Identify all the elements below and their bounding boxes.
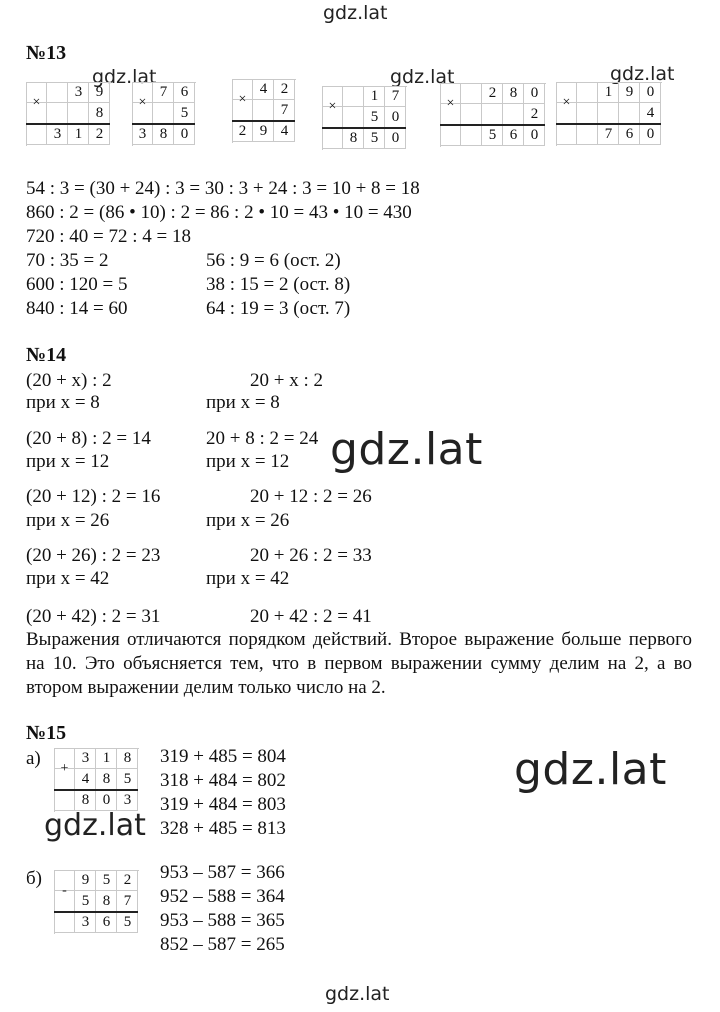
task-15-b-line-1: 953 – 587 = 366 xyxy=(160,862,285,883)
multiplication-grid-6-digit: 0 xyxy=(646,84,655,100)
task-14-calc-3-left: (20 + 26) : 2 = 23 xyxy=(26,545,161,566)
task-15-b-label: б) xyxy=(26,868,42,889)
multiplication-grid-6-digit: 1 xyxy=(604,84,613,100)
task-13-pair-2-right: 38 : 15 = 2 (ост. 8) xyxy=(206,274,351,295)
multiplication-grid-1-rule xyxy=(26,123,110,125)
task-13-pair-2-left: 600 : 120 = 5 xyxy=(26,274,128,295)
multiplication-grid-4-digit: 5 xyxy=(370,130,379,146)
multiplication-grid-5-operator: × xyxy=(446,96,455,111)
addition-grid-digit: 8 xyxy=(102,771,111,787)
multiplication-grid-4-digit: 0 xyxy=(391,130,400,146)
multiplication-grid-5-digit: 0 xyxy=(530,127,539,143)
task-14-calc-1-right: 20 + 8 : 2 = 24 xyxy=(206,428,319,449)
multiplication-grid-1-digit: 3 xyxy=(53,126,62,142)
addition-grid-digit: 8 xyxy=(81,792,90,808)
subtraction-grid-digit: 3 xyxy=(81,914,90,930)
multiplication-grid-5-digit: 2 xyxy=(488,85,497,101)
addition-grid-cell xyxy=(54,790,75,811)
subtraction-grid-digit: 8 xyxy=(102,893,111,909)
multiplication-grid-5-digit: 6 xyxy=(509,127,518,143)
multiplication-grid-6-digit: 0 xyxy=(646,126,655,142)
task-13-pair-3-right: 64 : 19 = 3 (ост. 7) xyxy=(206,298,351,319)
multiplication-grid-6-operator: × xyxy=(562,95,571,110)
task-14-title: №14 xyxy=(26,344,67,366)
multiplication-grid-6-cell xyxy=(619,103,640,124)
multiplication-grid-5-digit: 8 xyxy=(509,85,518,101)
multiplication-grid-1-digit: 2 xyxy=(95,126,104,142)
multiplication-grid-3-digit: 4 xyxy=(259,81,268,97)
multiplication-grid-2-digit: 6 xyxy=(180,84,189,100)
multiplication-grid-3-digit: 9 xyxy=(259,123,268,139)
watermark-bottom: gdz.lat xyxy=(325,983,390,1005)
task-13-title: №13 xyxy=(26,42,67,64)
addition-grid-digit: 3 xyxy=(123,792,132,808)
task-15-a-line-1: 319 + 485 = 804 xyxy=(160,746,286,767)
task-14-cond-2-left: при x = 12 xyxy=(26,451,110,472)
multiplication-grid-5-digit: 5 xyxy=(488,127,497,143)
multiplication-grid-4-digit: 0 xyxy=(391,109,400,125)
multiplication-grid-3-digit: 4 xyxy=(280,123,289,139)
subtraction-grid-digit: 9 xyxy=(81,872,90,888)
multiplication-grid-2-digit: 8 xyxy=(159,126,168,142)
watermark-center: gdz.lat xyxy=(330,424,483,475)
subtraction-grid-digit: 2 xyxy=(123,872,132,888)
watermark-grid-1: gdz.lat xyxy=(92,66,157,88)
multiplication-grid-5-cell xyxy=(461,104,482,125)
multiplication-grid-3-rule xyxy=(232,120,295,122)
task-14-cond-2-right: при x = 12 xyxy=(206,451,290,472)
subtraction-grid-digit: 5 xyxy=(102,872,111,888)
subtraction-grid-operator: - xyxy=(62,883,67,898)
task-14-calc-1-left: (20 + 8) : 2 = 14 xyxy=(26,428,151,449)
task-14-calc-2-left: (20 + 12) : 2 = 16 xyxy=(26,486,161,507)
multiplication-grid-5-digit: 2 xyxy=(530,106,539,122)
task-13-line-1: 54 : 3 = (30 + 24) : 3 = 30 : 3 + 24 : 3 = 10 + 8 = 18 xyxy=(26,178,420,199)
watermark-top: gdz.lat xyxy=(323,2,388,24)
multiplication-grid-5-cell xyxy=(503,104,524,125)
task-14-calc-4-right: 20 + 42 : 2 = 41 xyxy=(250,606,372,627)
multiplication-grid-6-digit: 6 xyxy=(625,126,634,142)
task-15-a-line-4: 328 + 485 = 813 xyxy=(160,818,286,839)
multiplication-grid-1-operator: × xyxy=(32,95,41,110)
addition-grid-operator: + xyxy=(60,761,69,776)
task-15-a-label: а) xyxy=(26,748,41,769)
multiplication-grid-6-digit: 7 xyxy=(604,126,613,142)
multiplication-grid-6-cell xyxy=(598,103,619,124)
multiplication-grid-5-cell xyxy=(461,83,482,104)
multiplication-grid-5-cell xyxy=(482,104,503,125)
multiplication-grid-4-rule xyxy=(322,127,406,129)
multiplication-grid-1-cell xyxy=(26,124,47,145)
multiplication-grid-5-cell xyxy=(440,125,461,146)
task-14-expr-2: 20 + x : 2 xyxy=(250,370,323,391)
multiplication-grid-2-digit: 7 xyxy=(159,84,168,100)
task-14-calc-4-left: (20 + 42) : 2 = 31 xyxy=(26,606,161,627)
addition-grid-rule xyxy=(54,789,138,791)
multiplication-grid-4-cell xyxy=(343,86,364,107)
multiplication-grid-4-digit: 1 xyxy=(370,88,379,104)
multiplication-grid-2-digit: 5 xyxy=(180,105,189,121)
multiplication-grid-6-cell xyxy=(577,103,598,124)
subtraction-grid-digit: 7 xyxy=(123,893,132,909)
task-15-b-line-2: 952 – 588 = 364 xyxy=(160,886,285,907)
addition-grid-digit: 1 xyxy=(102,750,111,766)
multiplication-grid-5-cell xyxy=(461,125,482,146)
task-13-pair-1-right: 56 : 9 = 6 (ост. 2) xyxy=(206,250,341,271)
multiplication-grid-4-cell xyxy=(322,128,343,149)
multiplication-grid-1-cell xyxy=(47,103,68,124)
multiplication-grid-2-cell xyxy=(153,103,174,124)
watermark-right: gdz.lat xyxy=(514,744,667,795)
multiplication-grid-1-digit: 3 xyxy=(74,84,83,100)
multiplication-grid-6-digit: 9 xyxy=(625,84,634,100)
task-14-calc-2-right: 20 + 12 : 2 = 26 xyxy=(250,486,372,507)
addition-grid-digit: 8 xyxy=(123,750,132,766)
task-15-b-line-3: 953 – 588 = 365 xyxy=(160,910,285,931)
multiplication-grid-6-cell xyxy=(577,124,598,145)
subtraction-grid-cell xyxy=(54,912,75,933)
multiplication-grid-6-cell xyxy=(556,124,577,145)
multiplication-grid-3-digit: 7 xyxy=(280,102,289,118)
task-13-line-3: 720 : 40 = 72 : 4 = 18 xyxy=(26,226,191,247)
multiplication-grid-1-cell xyxy=(68,103,89,124)
addition-grid-digit: 5 xyxy=(123,771,132,787)
subtraction-grid-digit: 5 xyxy=(123,914,132,930)
multiplication-grid-6-rule xyxy=(556,123,661,125)
multiplication-grid-3-digit: 2 xyxy=(280,81,289,97)
multiplication-grid-4-cell xyxy=(343,107,364,128)
multiplication-grid-2-digit: 0 xyxy=(180,126,189,142)
task-14-explanation: Выражения отличаются порядком действий. Второе выражение больше первого на 10. Это объясняется тем, что в первом выражении сумму делим на 2, а во втором выражении делим только число на 2. xyxy=(26,629,692,698)
multiplication-grid-6-cell xyxy=(577,82,598,103)
task-14-cond-4-left: при x = 42 xyxy=(26,568,110,589)
multiplication-grid-4-digit: 8 xyxy=(349,130,358,146)
multiplication-grid-6-digit: 4 xyxy=(646,105,655,121)
subtraction-grid-rule xyxy=(54,911,138,913)
multiplication-grid-3-operator: × xyxy=(238,92,247,107)
multiplication-grid-5-rule xyxy=(440,124,545,126)
watermark-left: gdz.lat xyxy=(44,808,146,843)
task-13-line-2: 860 : 2 = (86 • 10) : 2 = 86 : 2 • 10 = 43 • 10 = 430 xyxy=(26,202,412,223)
addition-grid-digit: 0 xyxy=(102,792,111,808)
multiplication-grid-1-digit: 8 xyxy=(95,105,104,121)
multiplication-grid-3-digit: 2 xyxy=(238,123,247,139)
multiplication-grid-1-digit: 9 xyxy=(95,84,104,100)
addition-grid-digit: 3 xyxy=(81,750,90,766)
addition-grid-digit: 4 xyxy=(81,771,90,787)
watermark-grid-3: gdz.lat xyxy=(610,63,675,85)
multiplication-grid-1-digit: 1 xyxy=(74,126,83,142)
multiplication-grid-2-digit: 3 xyxy=(138,126,147,142)
task-14-cond-1-right: при x = 8 xyxy=(206,392,280,413)
multiplication-grid-5-digit: 0 xyxy=(530,85,539,101)
task-14-cond-3-left: при x = 26 xyxy=(26,510,110,531)
task-14-cond-4-right: при x = 42 xyxy=(206,568,290,589)
task-14-cond-3-right: при x = 26 xyxy=(206,510,290,531)
multiplication-grid-4-operator: × xyxy=(328,99,337,114)
task-14-expr-1: (20 + x) : 2 xyxy=(26,370,112,391)
subtraction-grid-digit: 5 xyxy=(81,893,90,909)
task-13-pair-1-left: 70 : 35 = 2 xyxy=(26,250,109,271)
task-14-calc-3-right: 20 + 26 : 2 = 33 xyxy=(250,545,372,566)
subtraction-grid-digit: 6 xyxy=(102,914,111,930)
task-15-a-line-3: 319 + 484 = 803 xyxy=(160,794,286,815)
multiplication-grid-4-digit: 5 xyxy=(370,109,379,125)
multiplication-grid-2-rule xyxy=(132,123,195,125)
task-15-b-line-4: 852 – 587 = 265 xyxy=(160,934,285,955)
multiplication-grid-3-cell xyxy=(253,100,274,121)
multiplication-grid-2-operator: × xyxy=(138,95,147,110)
task-14-cond-1-left: при x = 8 xyxy=(26,392,100,413)
task-13-pair-3-left: 840 : 14 = 60 xyxy=(26,298,128,319)
task-15-title: №15 xyxy=(26,722,67,744)
multiplication-grid-1-cell xyxy=(47,82,68,103)
multiplication-grid-4-digit: 7 xyxy=(391,88,400,104)
task-15-a-line-2: 318 + 484 = 802 xyxy=(160,770,286,791)
watermark-grid-2: gdz.lat xyxy=(390,66,455,88)
